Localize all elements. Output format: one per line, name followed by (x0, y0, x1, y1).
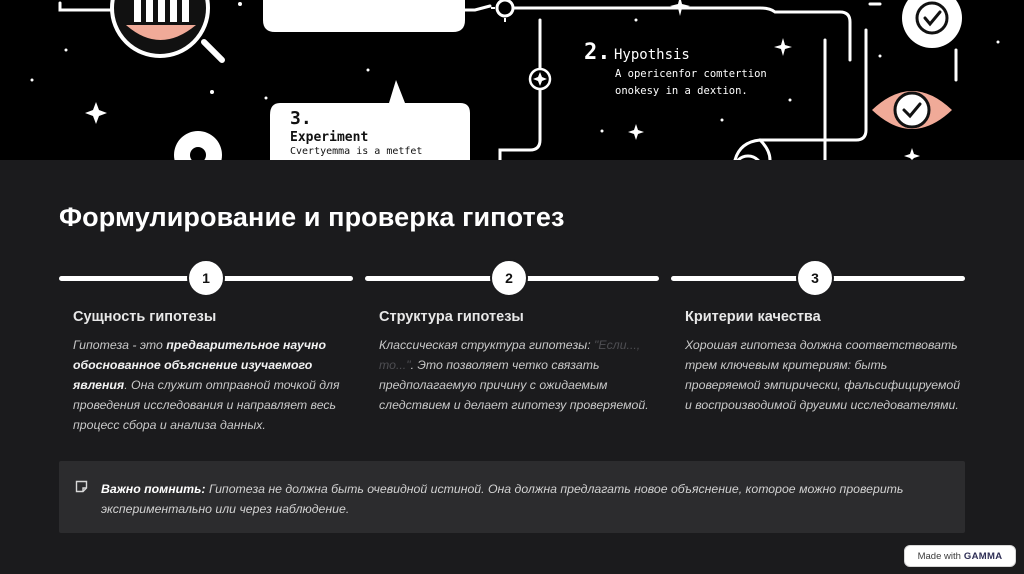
step-body: Хорошая гипотеза должна соответствовать трем ключевым критериям: быть проверяемой эмпирически, фальсифицируемой и воспроизводимой другими исследователями. (685, 338, 961, 412)
slide-content (0, 160, 1024, 574)
step-number-badge: 3 (796, 259, 834, 297)
note-icon (75, 480, 88, 493)
step-number-badge: 1 (187, 259, 225, 297)
callout-box (59, 461, 965, 533)
made-with-gamma-badge[interactable] (904, 545, 1016, 567)
hero-artwork (0, 0, 1024, 160)
page-title: Формулирование и проверка гипотез (59, 202, 565, 232)
step-body: Классическая структура гипотезы: "Если..., то...". Это позволяет четко связать предполагаемую причину с ожидаемым следствием и делает гипотезу проверяемой. (379, 338, 649, 412)
step-body: Гипотеза - это предварительное научно обоснованное объяснение изучаемого явления. Она служит отправной точкой для проведения исследования и направляет весь процесс сбора и анализа данных. (73, 338, 340, 432)
hero-step2-number: 2. (584, 40, 611, 65)
step-heading: Сущность гипотезы (73, 309, 217, 325)
hero-step3-line1: Cvertyemma is a metfet (290, 146, 423, 157)
hero-illustration (0, 0, 1024, 160)
hero-step2-line2: onokesy in a dextion. (615, 85, 748, 97)
hero-step3-title: Experiment (290, 130, 369, 145)
hero-step2-title: Hypothsis (614, 47, 690, 63)
hero-step3-number: 3. (290, 108, 312, 129)
callout-text: Важно помнить: Гипотеза не должна быть очевидной истиной. Она должна предлагать новое объяснение, которое можно проверить экспериментально или через наблюдение. (101, 482, 904, 516)
hero-step2-line1: A opericenfor comtertion (615, 68, 767, 80)
step-heading: Критерии качества (685, 309, 821, 325)
gamma-logo: GAMMA (963, 550, 1003, 562)
badge-prefix: Made with (917, 550, 961, 562)
step-heading: Структура гипотезы (379, 309, 524, 325)
step-number-badge: 2 (490, 259, 528, 297)
